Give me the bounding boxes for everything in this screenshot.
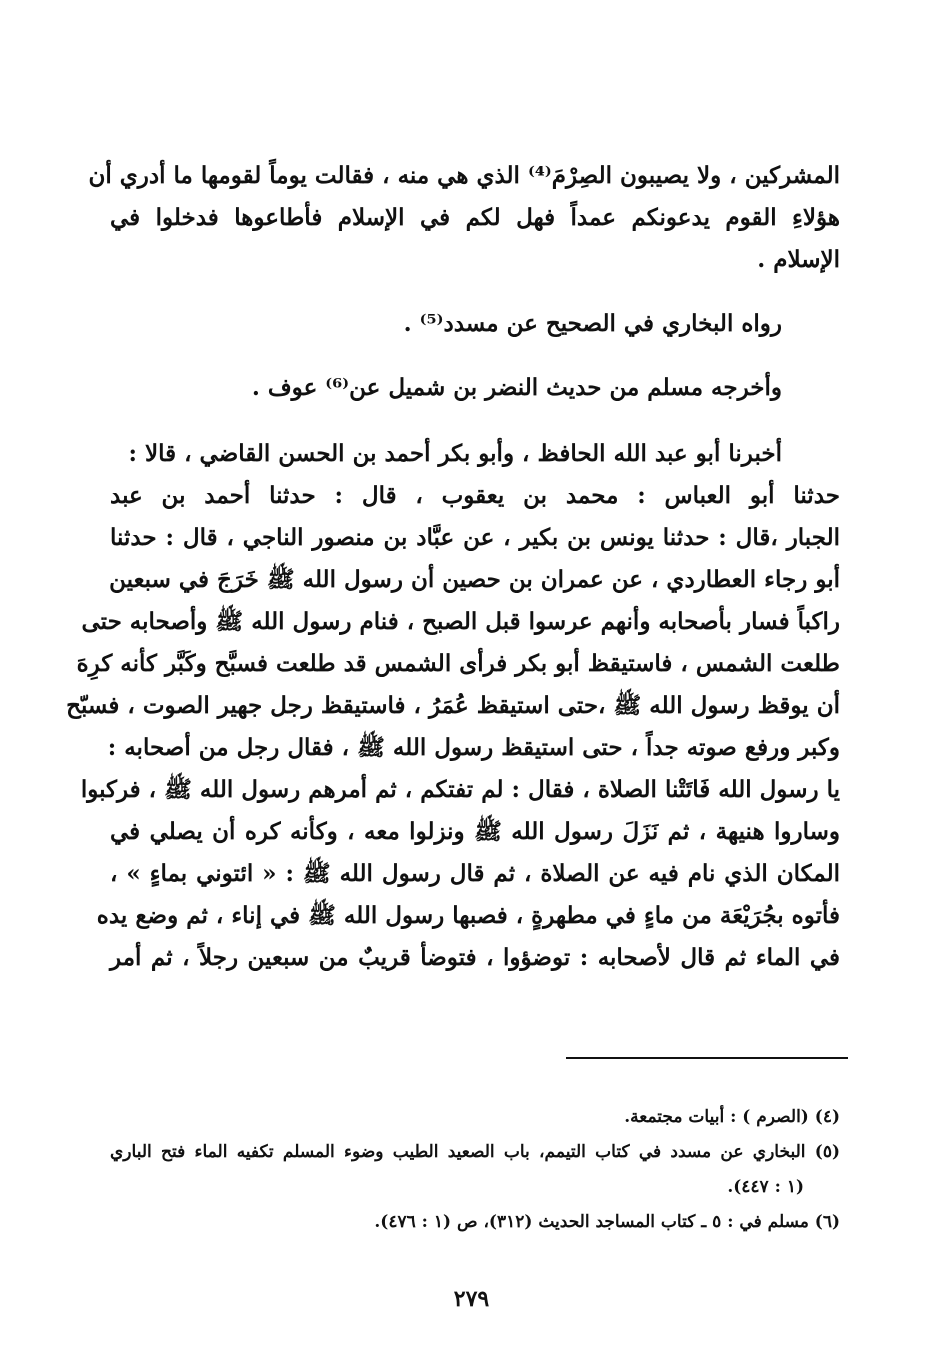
paragraph-4-line-13: في الماء ثم قال لأصحابه : توضؤوا ، فتوضأ قريبٌ من سبعين رجلاً ، ثم أمر — [110, 944, 840, 971]
footnotes — [110, 1100, 840, 1240]
page-number: ٢٧٩ — [453, 1286, 490, 1312]
paragraph-2: رواه البخاري في الصحيح عن مسدد⁽⁵⁾ . — [403, 310, 782, 337]
main-text — [66, 155, 840, 979]
paragraph-4-line-8: وكبر ورفع صوته جداً ، حتى استيقظ رسول الله ﷺ ، فقال رجل من أصحابه : — [107, 734, 840, 761]
paragraph-4-line-6: طلعت الشمس ، فاستيقظ أبو بكر فرأى الشمس قد طلعت فسبَّح وكَبَّر كأنه كرِهَ — [76, 650, 840, 677]
paragraph-4-line-5: راكباً فسار بأصحابه وأنهم عرسوا قبل الصبح ، فنام رسول الله ﷺ وأصحابه حتى — [81, 608, 840, 635]
paragraph-1-line-3: الإسلام . — [757, 246, 840, 273]
footnote-5-line-2: (١ : ٤٤٧). — [727, 1177, 804, 1197]
footnote-5-line-1: (٥) البخاري عن مسدد في كتاب التيمم، باب الصعيد الطيب وضوء المسلم تكفيه الماء فتح الباري — [110, 1142, 840, 1162]
paragraph-4-line-4: أبو رجاء العطاردي ، عن عمران بن حصين أن رسول الله ﷺ خَرَجَ في سبعين — [109, 566, 840, 593]
paragraph-4-line-9: يا رسول الله فَاتَتْنا الصلاة ، فقال : لم تفتكم ، ثم أمرهم رسول الله ﷺ ، فركبوا — [80, 776, 840, 803]
paragraph-1-line-2: هؤلاءِ القوم يدعونكم عمداً فهل لكم في الإسلام فأطاعوها فدخلوا في — [110, 204, 840, 231]
footnote-divider — [566, 1057, 848, 1059]
paragraph-4-line-1: أخبرنا أبو عبد الله الحافظ ، وأبو بكر أحمد بن الحسن القاضي ، قالا : — [128, 440, 782, 467]
paragraph-4-line-3: الجبار ،قال : حدثنا يونس بن بكير ، عن عبَّاد بن منصور الناجي ، قال : حدثنا — [110, 524, 840, 551]
paragraph-4-line-11: المكان الذي نام فيه عن الصلاة ، ثم قال رسول الله ﷺ : « ائتوني بماءٍ » ، — [110, 860, 840, 887]
paragraph-3: وأخرجه مسلم من حديث النضر بن شميل عن⁽⁶⁾ عوف . — [251, 374, 782, 401]
paragraph-4-line-7: أن يوقظ رسول الله ﷺ ،حتى استيقظ عُمَرُ ، فاستيقظ رجل جهير الصوت ، فسبّح — [66, 692, 840, 719]
paragraph-4-line-2: حدثنا أبو العباس : محمد بن يعقوب ، قال : حدثنا أحمد بن عبد — [110, 482, 840, 509]
paragraph-4-line-12: فأتوه بجُرَيْعَة من ماءٍ في مطهرةٍ ، فصبها رسول الله ﷺ في إناء ، ثم وضع يده — [96, 902, 840, 929]
paragraph-4-line-10: وساروا هنيهة ، ثم نَزَلَ رسول الله ﷺ ونزلوا معه ، وكأنه كره أن يصلي في — [110, 818, 840, 845]
paragraph-1-line-1: المشركين ، ولا يصيبون الصِرْمَ⁽⁴⁾ الذي هي منه ، فقالت يوماً لقومها ما أدري أن — [88, 162, 840, 189]
footnote-6: (٦) مسلم في : ٥ ـ كتاب المساجد الحديث (٣١٢)، ص (١ : ٤٧٦). — [374, 1212, 840, 1232]
footnote-4: (٤) (الصرم ) : أبيات مجتمعة. — [624, 1107, 840, 1127]
